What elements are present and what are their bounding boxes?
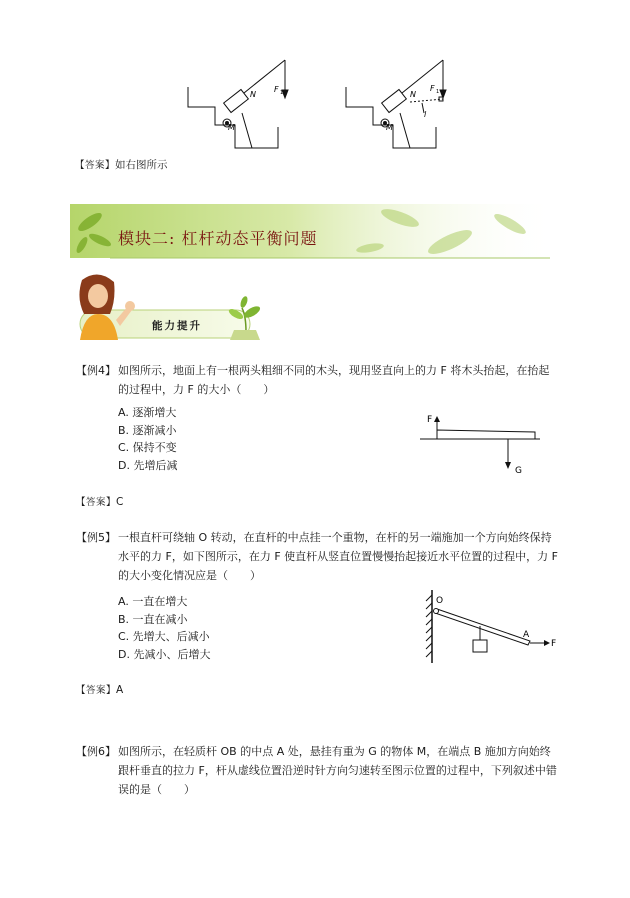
answer-text: 如右图所示 <box>115 159 168 171</box>
example6-text: 如图所示，在轻质杆 OB 的中点 A 处，悬挂有重为 G 的物体 M，在端点 B 施加方向始终跟杆垂直的拉力 F，杆从虚线位置沿逆时针方向匀速转至图示位置的过程中，下列叙述中错误的是（ ） <box>118 745 557 796</box>
label-f: F <box>551 639 557 649</box>
example6-tag: 【例6】 <box>76 745 116 758</box>
example5-answer <box>76 678 123 697</box>
label-l: l <box>424 110 427 119</box>
ability-label: 能力提升 <box>152 320 202 332</box>
option-a: A. 逐渐增大 <box>118 406 177 419</box>
answer-tag: 【答案】 <box>76 497 117 508</box>
label-o: O <box>436 596 444 606</box>
example4-answer <box>76 490 123 509</box>
example4-tag: 【例4】 <box>76 364 116 377</box>
option-b: B. 逐渐减小 <box>118 423 177 437</box>
option-d: D. 先增后减 <box>118 458 178 472</box>
example5-text: 一根直杆可绕轴 O 转动，在直杆的中点挂一个重物，在杆的另一端施加一个方向始终保持水平的力 F，如下图所示，在力 F 使直杆从竖直位置慢慢抬起接近水平位置的过程中，力 F 的大小变化情况应是（ ） <box>118 531 558 582</box>
label-m: M <box>386 123 393 132</box>
option-c: C. 先增大、后减小 <box>118 630 210 643</box>
label-g: G <box>515 466 522 476</box>
option-b: B. 一直在减小 <box>118 612 188 626</box>
option-a: A. 一直在增大 <box>118 595 188 608</box>
example4-figure <box>415 410 545 480</box>
label-a: A <box>523 630 530 640</box>
label-f: F <box>430 84 435 93</box>
answer-tag: 【答案】 <box>76 685 117 696</box>
option-d: D. 先减小、后增大 <box>118 647 211 661</box>
label-f-sub: 1 <box>280 90 284 96</box>
example5-tag: 【例5】 <box>76 531 116 544</box>
module-title: 模块二: 杠杆动态平衡问题 <box>118 229 318 248</box>
example4-text: 如图所示，地面上有一根两头粗细不同的木头，现用竖直向上的力 F 将木头抬起，在抬起的过程中，力 F 的大小（ ） <box>118 364 550 396</box>
label-m: M <box>228 123 235 132</box>
label-n: N <box>410 90 416 99</box>
label-n: N <box>250 90 256 99</box>
answer-tag: 【答案】 <box>75 160 116 171</box>
option-c: C. 保持不变 <box>118 441 177 454</box>
example5-figure <box>420 585 560 670</box>
label-f-sub: 1 <box>436 89 440 95</box>
top-answer <box>75 153 168 172</box>
example4-options <box>118 404 177 474</box>
label-f: F <box>427 415 433 425</box>
example5-options <box>118 593 210 663</box>
label-f: F <box>274 85 279 94</box>
lever-figure-right <box>338 55 463 155</box>
lever-figure-left <box>180 55 305 155</box>
answer-value: C <box>116 496 124 508</box>
answer-value: A <box>116 684 124 696</box>
